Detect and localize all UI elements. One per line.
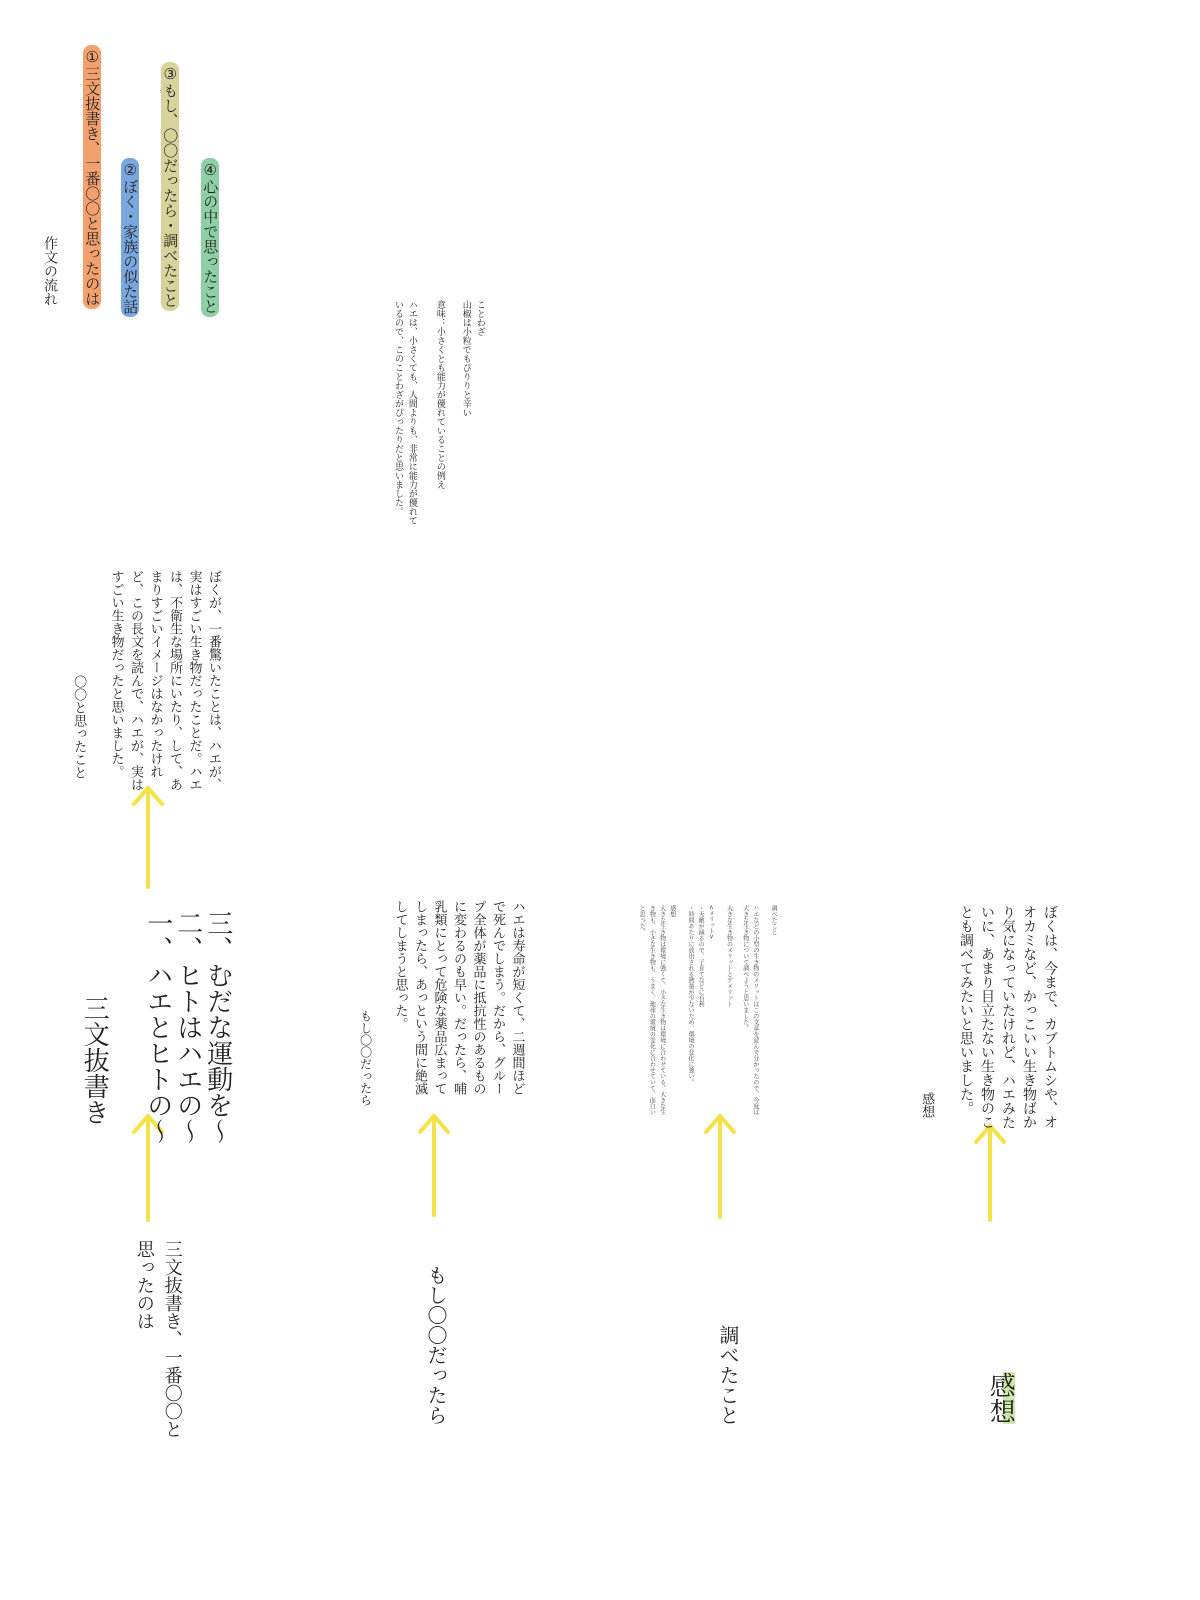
row4-arrow [970, 1120, 1010, 1225]
row1-line-1: 一、ハエとヒトの〜 [142, 910, 173, 1144]
flow-item-3 [158, 62, 181, 311]
row4-text: ぼくは、今まで、カブトムシや、オオカミなど、かっこいい生き物ばかり気になっていたけれど、ハエみたいに、あまり目立たない生き物のことも調べてみたいと思いました。 [958, 905, 1058, 1129]
row3-impression-title: 感想 [668, 905, 676, 917]
row3-merit: ・天敵が減るので、子育てなどに有利 [697, 905, 705, 1007]
row4-label [980, 1372, 1020, 1424]
row3-heading: 調べたこと [770, 905, 778, 935]
row2-heading: もし〇〇だったら [358, 1010, 373, 1106]
flow-item-4 [198, 158, 221, 317]
row2-label: もし〇〇だったら [424, 1265, 448, 1425]
row1-heading: 三文抜書き [79, 995, 110, 1125]
row1-arrow-2 [128, 782, 168, 892]
row1-thought-text: ぼくが、一番驚いたことは、ハエが、実はすごい生き物だったことだ。ハエは、不衛生な場所にいたり、して、あまりすごいイメージはなかったけれど、この長文を読んで、ハエが、実はすごい生き物だったと思いました。 [108, 570, 221, 791]
proverb-label: ことわざ [474, 300, 485, 336]
flow-title: 作文の流れ [42, 236, 58, 306]
row3-label: 調べたこと [716, 1325, 740, 1425]
row3-demerit: ・時間あたりに放出される熱量が少ないため、環境の変化に強い。 [686, 905, 694, 1085]
row3-merit-title: <メリット> [707, 905, 715, 940]
proverb-meaning: 意味：小さくとも能力が優れていることの例え [434, 300, 445, 489]
proverb-explanation: ハエは、小さくても、人間よりも、非常に能力が優れているので、このことわざがぴったりだと思いました。 [392, 300, 417, 525]
flow-item-1-label: ①三文抜書き、一番〇〇と思ったのは [83, 45, 101, 309]
proverb-block [390, 300, 486, 525]
row3-impression: 大きな生き物は環境に強くて、小さな生き物は環境に合わせている。大きな生き物も、小さな生き物も、うまく、地球の環境の変化に合わせていて、面白いと思った。 [638, 905, 666, 1115]
row3-p1: ハエなどの小型の生き物のメリットはこの文章を読んで分かったので、今度は大きな生き物について調べようと思いました。 [741, 905, 759, 1115]
flow-item-2 [118, 158, 141, 317]
row4-heading: 感想 [919, 1092, 935, 1118]
row3-block [636, 905, 778, 1120]
proverb-text: 山椒は小粒でもぴりりと辛い [460, 300, 471, 417]
row3-arrow [700, 1110, 740, 1222]
flow-item-1 [80, 45, 103, 309]
flow-item-2-label: ②ぼく・家族の似た話 [121, 158, 139, 317]
row4-label-text: 感想 [985, 1372, 1016, 1424]
row1-line-3: 三、むだな運動を〜 [202, 910, 233, 1144]
row1-line-2: 二、ヒトはハエの〜 [172, 910, 203, 1144]
flow-item-4-label: ④心の中で思ったこと [201, 158, 219, 317]
row1-label: 三文抜書き、一番〇〇と思ったのは [133, 1240, 183, 1438]
row2-arrow [414, 1110, 454, 1220]
flow-item-3-label: ③もし、〇〇だったら・調べたこと [161, 62, 179, 311]
row1-thought-heading: 〇〇と思ったこと [71, 675, 87, 779]
row3-p2: 大きな生き物のメリットとデメリット [725, 905, 733, 1007]
row2-text: ハエは寿命が短くて、二週間ほどで死んでしまう。だから、グループ全体が薬品に抵抗性のあるものに変わるのも早い。だったら、哺乳類にとって危険な薬品広まってしまったら、あっという間に絶滅してしまうと思った。 [392, 900, 525, 1095]
